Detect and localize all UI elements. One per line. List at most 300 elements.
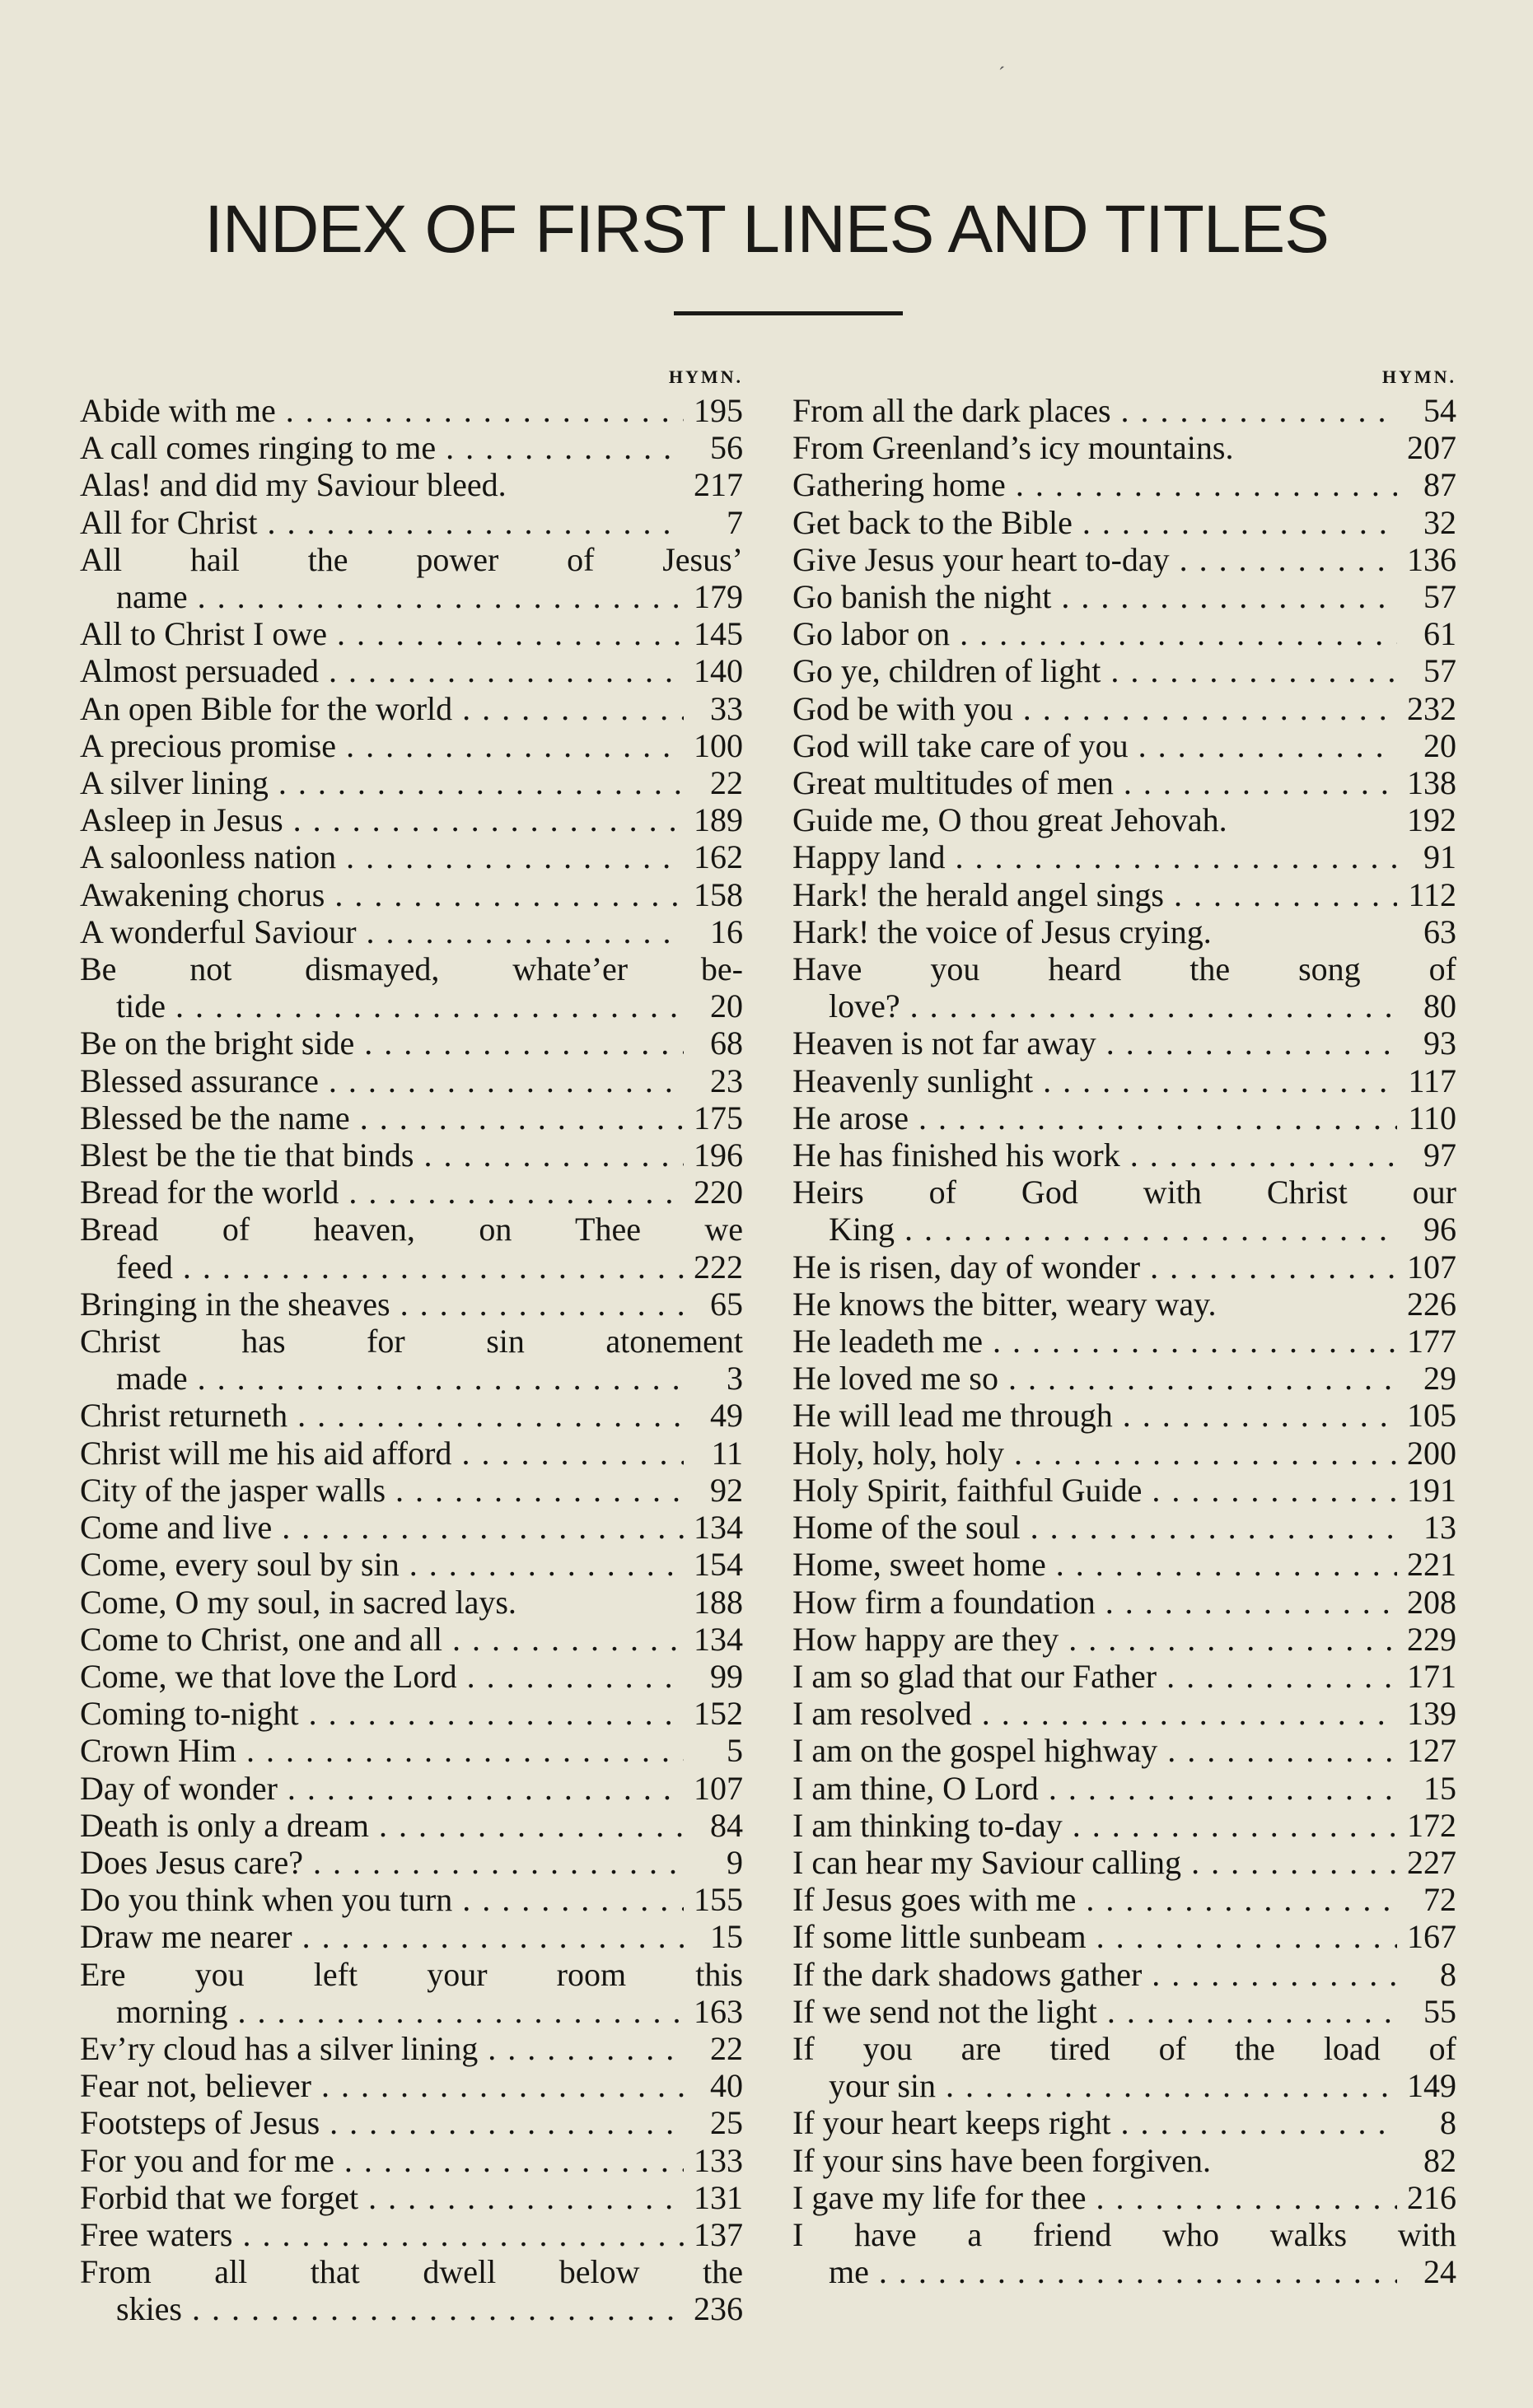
- index-entry: [792, 690, 1456, 727]
- index-entry: [80, 615, 743, 652]
- entry-title: From all that dwell below the: [80, 2253, 743, 2291]
- index-entry: [792, 615, 1456, 652]
- index-entry: [80, 727, 743, 764]
- index-entry: [80, 392, 743, 429]
- entry-title: Blest be the tie that binds . . .: [80, 1136, 684, 1174]
- index-entry: [80, 690, 743, 727]
- index-entry: [80, 652, 743, 689]
- entry-title: Footsteps of Jesus . . .: [80, 2104, 684, 2141]
- entry-title: God will take care of you . . .: [792, 727, 1397, 764]
- hymn-number: 152: [694, 1695, 743, 1733]
- entry-title: Death is only a dream . . .: [80, 1807, 684, 1844]
- index-entry: [80, 1099, 743, 1136]
- hymn-number: 192: [1407, 801, 1456, 839]
- hymn-number: 175: [694, 1099, 743, 1136]
- entry-title: He leadeth me . . .: [792, 1323, 1397, 1360]
- hymn-number: 25: [710, 2104, 743, 2142]
- hymn-number: 8: [1440, 1955, 1456, 1993]
- entry-title-continued: your sin . . .: [829, 2067, 1397, 2104]
- hymn-number: 96: [1423, 1211, 1456, 1248]
- entry-title-continued: tide . . .: [116, 987, 684, 1024]
- entry-title: Crown Him . . .: [80, 1732, 684, 1769]
- hymn-number: 100: [694, 726, 743, 764]
- index-entry: [792, 913, 1456, 950]
- hymn-number: 200: [1407, 1434, 1456, 1472]
- index-entry: [792, 1732, 1456, 1769]
- entry-title: Come to Christ, one and all . . .: [80, 1621, 684, 1658]
- hymn-number: 139: [1407, 1695, 1456, 1733]
- hymn-number: 9: [727, 1843, 743, 1881]
- hymn-number: 16: [710, 912, 743, 950]
- index-entry: [80, 1323, 743, 1397]
- index-entry: [792, 838, 1456, 875]
- entry-title: Come and live . . .: [80, 1509, 684, 1546]
- hymn-number: 8: [1440, 2104, 1456, 2142]
- index-entry: [80, 838, 743, 875]
- index-entry: [80, 1658, 743, 1695]
- entry-title: Hark! the voice of Jesus crying.: [792, 912, 1212, 950]
- hymn-number: 72: [1423, 1881, 1456, 1919]
- hymn-number: 137: [694, 2215, 743, 2253]
- entry-title: I can hear my Saviour calling . . .: [792, 1844, 1397, 1881]
- entry-title: Asleep in Jesus . . .: [80, 801, 684, 838]
- entry-title: Forbid that we forget . . .: [80, 2179, 684, 2216]
- entry-list: [80, 392, 743, 2328]
- hymn-number: 222: [694, 1248, 743, 1286]
- hymn-number: 33: [710, 689, 743, 727]
- index-entry: [792, 876, 1456, 913]
- entry-title-continued: King . . .: [829, 1211, 1397, 1248]
- index-column-right: [792, 362, 1456, 2290]
- printer-mark: ´: [998, 64, 1005, 86]
- index-entry: [80, 2067, 743, 2104]
- entry-title: Go ye, children of light . . .: [792, 652, 1397, 689]
- entry-title: Hark! the herald angel sings . . .: [792, 876, 1397, 913]
- entry-title: City of the jasper walls . . .: [80, 1472, 684, 1509]
- entry-title: He has finished his work . . .: [792, 1136, 1397, 1174]
- entry-title: If your heart keeps right . . .: [792, 2104, 1397, 2141]
- hymn-number: 15: [710, 1918, 743, 1956]
- index-entry: [792, 1807, 1456, 1844]
- index-entry: [80, 1807, 743, 1844]
- index-entry: [792, 652, 1456, 689]
- entry-title-continued: skies . . .: [116, 2290, 684, 2327]
- index-entry: [792, 1472, 1456, 1509]
- hymn-number: 61: [1423, 615, 1456, 653]
- hymn-number: 54: [1423, 392, 1456, 429]
- index-entry: [80, 2253, 743, 2327]
- entry-title: If you are tired of the load of: [792, 2029, 1456, 2067]
- hymn-number: 105: [1407, 1397, 1456, 1435]
- entry-title: If the dark shadows gather . . .: [792, 1956, 1397, 1993]
- entry-title: Coming to-night . . .: [80, 1695, 684, 1732]
- hymn-number: 133: [694, 2141, 743, 2179]
- hymn-number: 49: [710, 1397, 743, 1435]
- hymn-number: 145: [694, 615, 743, 653]
- index-entry: [792, 392, 1456, 429]
- entry-title: If your sins have been forgiven.: [792, 2141, 1212, 2179]
- entry-title: Abide with me . . .: [80, 392, 684, 429]
- entry-title: If Jesus goes with me . . .: [792, 1881, 1397, 1918]
- index-entry: [792, 1024, 1456, 1062]
- index-entry: [792, 1881, 1456, 1918]
- index-entry: [792, 764, 1456, 801]
- index-entry: [792, 1956, 1456, 1993]
- hymn-number: 167: [1407, 1918, 1456, 1956]
- hymn-number: 172: [1407, 1806, 1456, 1844]
- entry-title: Holy Spirit, faithful Guide . . .: [792, 1472, 1397, 1509]
- hymn-number: 207: [1407, 429, 1456, 467]
- entry-continuation: [80, 1360, 743, 1397]
- entry-title: He will lead me through . . .: [792, 1397, 1397, 1434]
- entry-title: If we send not the light . . .: [792, 1993, 1397, 2030]
- hymn-number: 91: [1423, 838, 1456, 876]
- hymn-number: 220: [694, 1174, 743, 1211]
- hymn-number: 13: [1423, 1509, 1456, 1547]
- index-entry: [792, 1099, 1456, 1136]
- index-entry: [80, 1435, 743, 1472]
- entry-title: He is risen, day of wonder . . .: [792, 1248, 1397, 1286]
- entry-title: Bringing in the sheaves . . .: [80, 1286, 684, 1323]
- hymn-number: 158: [694, 875, 743, 913]
- entry-continuation: [80, 1248, 743, 1286]
- index-entry: [792, 1658, 1456, 1695]
- index-entry: [792, 1546, 1456, 1583]
- entry-title: Christ will me his aid afford . . .: [80, 1435, 684, 1472]
- index-entry: [80, 801, 743, 838]
- index-entry: [80, 1584, 743, 1621]
- entry-title: Heavenly sunlight . . .: [792, 1062, 1397, 1099]
- index-entry: [792, 1695, 1456, 1732]
- index-entry: [792, 1918, 1456, 1955]
- hymn-number: 229: [1407, 1620, 1456, 1658]
- hymn-number: 55: [1423, 1992, 1456, 2030]
- hymn-number: 23: [710, 1062, 743, 1099]
- index-entry: [80, 1062, 743, 1099]
- entry-title: Free waters . . .: [80, 2216, 684, 2253]
- hymn-number: 208: [1407, 1583, 1456, 1621]
- entry-title: Get back to the Bible . . .: [792, 504, 1397, 541]
- index-entry: [792, 466, 1456, 503]
- hymn-number: 136: [1407, 540, 1456, 578]
- index-entry: [80, 1770, 743, 1807]
- entry-continuation: [80, 987, 743, 1024]
- hymn-number: 112: [1408, 875, 1456, 913]
- entry-title: Fear not, believer . . .: [80, 2067, 684, 2104]
- hymn-number: 80: [1423, 987, 1456, 1025]
- hymn-number: 24: [1423, 2253, 1456, 2291]
- index-entry: [80, 1024, 743, 1062]
- hymn-number: 40: [710, 2067, 743, 2105]
- hymn-number: 189: [694, 801, 743, 839]
- entry-title: Be not dismayed, whate’er be-: [80, 950, 743, 988]
- hymn-number: 134: [694, 1509, 743, 1547]
- hymn-number: 154: [694, 1546, 743, 1584]
- hymn-number: 56: [710, 429, 743, 467]
- entry-title: Go banish the night . . .: [792, 578, 1397, 615]
- entry-title: From Greenland’s icy mountains.: [792, 429, 1234, 467]
- index-entry: [80, 541, 743, 615]
- hymn-number: 127: [1407, 1732, 1456, 1770]
- index-entry: [80, 2104, 743, 2141]
- entry-title: Do you think when you turn . . .: [80, 1881, 684, 1918]
- entry-continuation: [792, 987, 1456, 1024]
- entry-title: I am so glad that our Father . . .: [792, 1658, 1397, 1695]
- index-entry: [80, 1174, 743, 1211]
- index-entry: [80, 1546, 743, 1583]
- page-title: INDEX OF FIRST LINES AND TITLES: [204, 192, 1329, 267]
- hymn-number: 162: [694, 838, 743, 876]
- entry-title: Bread for the world . . .: [80, 1174, 684, 1211]
- entry-title: Ev’ry cloud has a silver lining . . .: [80, 2030, 684, 2067]
- hymn-number: 236: [694, 2290, 743, 2328]
- entry-title-continued: love? . . .: [829, 987, 1397, 1024]
- entry-title: I gave my life for thee . . .: [792, 2179, 1397, 2216]
- index-entry: [80, 1472, 743, 1509]
- hymn-number: 11: [711, 1434, 743, 1472]
- hymn-number: 221: [1407, 1546, 1456, 1584]
- entry-title: Holy, holy, holy . . .: [792, 1435, 1397, 1472]
- index-entry: [792, 429, 1456, 466]
- entry-title: A saloonless nation . . .: [80, 838, 684, 875]
- entry-title: Does Jesus care? . . .: [80, 1844, 684, 1881]
- hymn-number: 155: [694, 1881, 743, 1919]
- index-entry: [792, 1323, 1456, 1360]
- index-entry: [792, 504, 1456, 541]
- index-entry: [792, 1136, 1456, 1174]
- index-entry: [792, 2179, 1456, 2216]
- entry-title: Ere you left your room this: [80, 1955, 743, 1993]
- title-rule: [674, 311, 903, 315]
- entry-title: I am thinking to-day . . .: [792, 1807, 1397, 1844]
- index-entry: [80, 1695, 743, 1732]
- entry-title: Guide me, O thou great Jehovah.: [792, 801, 1227, 839]
- hymn-number: 134: [694, 1620, 743, 1658]
- entry-title: Almost persuaded . . .: [80, 652, 684, 689]
- hymn-number: 20: [710, 987, 743, 1025]
- entry-title: Go labor on . . .: [792, 615, 1397, 652]
- hymn-number: 196: [694, 1136, 743, 1174]
- index-entry: [792, 1621, 1456, 1658]
- hymn-number: 20: [1423, 726, 1456, 764]
- entry-title: Heirs of God with Christ our: [792, 1174, 1456, 1211]
- hymn-number: 22: [710, 764, 743, 802]
- index-entry: [80, 2142, 743, 2179]
- index-entry: [792, 1248, 1456, 1286]
- entry-title: He knows the bitter, weary way.: [792, 1285, 1217, 1323]
- entry-title: Be on the bright side . . .: [80, 1024, 684, 1062]
- index-entry: [792, 2104, 1456, 2141]
- entry-title-continued: made . . .: [116, 1360, 684, 1397]
- hymn-number: 3: [727, 1360, 743, 1398]
- hymn-number: 63: [1423, 912, 1456, 950]
- index-entry: [80, 466, 743, 503]
- hymn-number: 82: [1423, 2141, 1456, 2179]
- entry-title: How happy are they . . .: [792, 1621, 1397, 1658]
- hymn-number: 15: [1423, 1769, 1456, 1807]
- hymn-number: 195: [694, 392, 743, 429]
- hymn-number: 191: [1407, 1471, 1456, 1509]
- index-entry: [792, 1062, 1456, 1099]
- hymn-number: 92: [710, 1471, 743, 1509]
- index-entry: [792, 541, 1456, 578]
- entry-title: Christ has for sin atonement: [80, 1323, 743, 1360]
- hymn-number: 226: [1407, 1285, 1456, 1323]
- hymn-number: 93: [1423, 1024, 1456, 1062]
- entry-title: An open Bible for the world . . .: [80, 690, 684, 727]
- hymn-number: 188: [694, 1583, 743, 1621]
- entry-title: I am resolved . . .: [792, 1695, 1397, 1732]
- entry-title: Come, we that love the Lord . . .: [80, 1658, 684, 1695]
- hymn-number: 99: [710, 1657, 743, 1695]
- entry-title: Blessed assurance . . .: [80, 1062, 684, 1099]
- entry-title: Give Jesus your heart to-day . . .: [792, 541, 1397, 578]
- entry-title: Bread of heaven, on Thee we: [80, 1211, 743, 1248]
- entry-continuation: [80, 578, 743, 615]
- index-entry: [80, 1286, 743, 1323]
- entry-title: He arose . . .: [792, 1099, 1397, 1136]
- index-entry: [792, 1770, 1456, 1807]
- hymn-number: 57: [1423, 578, 1456, 616]
- entry-title: How firm a foundation . . .: [792, 1584, 1397, 1621]
- entry-title: If some little sunbeam . . .: [792, 1918, 1397, 1955]
- index-entry: [80, 1956, 743, 2030]
- hymn-number: 68: [710, 1024, 743, 1062]
- index-entry: [792, 1286, 1456, 1323]
- entry-title-continued: name . . .: [116, 578, 684, 615]
- entry-continuation: [792, 1211, 1456, 1248]
- index-entry: [80, 876, 743, 913]
- hymn-number: 5: [727, 1732, 743, 1770]
- index-entry: [80, 1844, 743, 1881]
- hymn-number: 107: [1407, 1248, 1456, 1286]
- hymn-number: 216: [1407, 2178, 1456, 2216]
- index-entry: [792, 1435, 1456, 1472]
- index-entry: [80, 1397, 743, 1434]
- entry-title: Heaven is not far away . . .: [792, 1024, 1397, 1062]
- entry-title: Have you heard the song of: [792, 950, 1456, 988]
- index-entry: [792, 1397, 1456, 1434]
- hymn-number: 87: [1423, 466, 1456, 504]
- entry-title: Blessed be the name . . .: [80, 1099, 684, 1136]
- entry-title: I am on the gospel highway . . .: [792, 1732, 1397, 1769]
- hymn-number: 232: [1407, 689, 1456, 727]
- entry-title: Gathering home . . .: [792, 466, 1397, 503]
- hymn-column-header: HYMN.: [1381, 366, 1456, 387]
- hymn-number: 22: [710, 2029, 743, 2067]
- index-entry: [80, 1732, 743, 1769]
- index-entry: [80, 764, 743, 801]
- hymn-number: 65: [710, 1285, 743, 1323]
- index-column-left: [80, 362, 743, 2328]
- index-entry: [792, 1844, 1456, 1881]
- index-entry: [792, 1993, 1456, 2030]
- index-entry: [80, 1881, 743, 1918]
- entry-title: Great multitudes of men . . .: [792, 764, 1397, 801]
- index-entry: [80, 2179, 743, 2216]
- entry-list: [792, 392, 1456, 2290]
- hymn-number: 138: [1407, 764, 1456, 802]
- hymn-number: 97: [1423, 1136, 1456, 1174]
- entry-title: Alas! and did my Saviour bleed.: [80, 466, 507, 504]
- entry-title: God be with you . . .: [792, 690, 1397, 727]
- index-entry: [80, 1621, 743, 1658]
- hymn-number: 7: [727, 503, 743, 541]
- hymn-number: 177: [1407, 1323, 1456, 1360]
- entry-title-continued: me . . .: [829, 2253, 1397, 2290]
- index-entry: [792, 950, 1456, 1024]
- index-entry: [80, 2216, 743, 2253]
- index-entry: [80, 1509, 743, 1546]
- index-entry: [792, 2216, 1456, 2290]
- entry-title: Day of wonder . . .: [80, 1770, 684, 1807]
- index-entry: [80, 950, 743, 1024]
- hymn-number: 227: [1407, 1843, 1456, 1881]
- index-entry: [792, 578, 1456, 615]
- hymn-number: 84: [710, 1806, 743, 1844]
- hymn-number: 171: [1407, 1657, 1456, 1695]
- index-entry: [80, 429, 743, 466]
- entry-title: All to Christ I owe . . .: [80, 615, 684, 652]
- index-entry: [792, 727, 1456, 764]
- hymn-number: 149: [1407, 2067, 1456, 2105]
- entry-title: Come, O my soul, in sacred lays.: [80, 1583, 516, 1621]
- entry-continuation: [792, 2067, 1456, 2104]
- index-entry: [792, 801, 1456, 838]
- entry-title: A precious promise . . .: [80, 727, 684, 764]
- entry-title: A call comes ringing to me . . .: [80, 429, 684, 466]
- entry-title: Draw me nearer . . .: [80, 1918, 684, 1955]
- index-entry: [792, 1174, 1456, 1248]
- entry-title: I have a friend who walks with: [792, 2215, 1456, 2253]
- entry-continuation: [792, 2253, 1456, 2290]
- entry-title: Awakening chorus . . .: [80, 876, 684, 913]
- index-entry: [792, 1509, 1456, 1546]
- entry-title: I am thine, O Lord . . .: [792, 1770, 1397, 1807]
- hymn-column-header: HYMN.: [668, 366, 743, 387]
- hymn-number: 57: [1423, 652, 1456, 690]
- hymn-number: 29: [1423, 1360, 1456, 1398]
- hymn-number: 117: [1408, 1062, 1456, 1099]
- index-entry: [80, 1211, 743, 1285]
- entry-title-continued: feed . . .: [116, 1248, 684, 1286]
- hymn-number: 179: [694, 578, 743, 616]
- entry-title-continued: morning . . .: [116, 1993, 684, 2030]
- index-entry: [80, 504, 743, 541]
- index-entry: [792, 1584, 1456, 1621]
- index-entry: [792, 2142, 1456, 2179]
- entry-title: Happy land . . .: [792, 838, 1397, 875]
- index-entry: [792, 1360, 1456, 1397]
- entry-title: All for Christ . . .: [80, 504, 684, 541]
- entry-title: Come, every soul by sin . . .: [80, 1546, 684, 1583]
- entry-title: Christ returneth . . .: [80, 1397, 684, 1434]
- index-entry: [792, 2030, 1456, 2104]
- entry-title: A silver lining . . .: [80, 764, 684, 801]
- entry-continuation: [80, 1993, 743, 2030]
- entry-title: Home, sweet home . . .: [792, 1546, 1397, 1583]
- hymn-number: 107: [694, 1769, 743, 1807]
- entry-title: All hail the power of Jesus’: [80, 540, 743, 578]
- index-entry: [80, 1918, 743, 1955]
- entry-title: A wonderful Saviour . . .: [80, 913, 684, 950]
- hymn-number: 217: [694, 466, 743, 504]
- entry-continuation: [80, 2290, 743, 2327]
- hymn-number: 32: [1423, 503, 1456, 541]
- index-entry: [80, 2030, 743, 2067]
- entry-title: He loved me so . . .: [792, 1360, 1397, 1397]
- index-entry: [80, 1136, 743, 1174]
